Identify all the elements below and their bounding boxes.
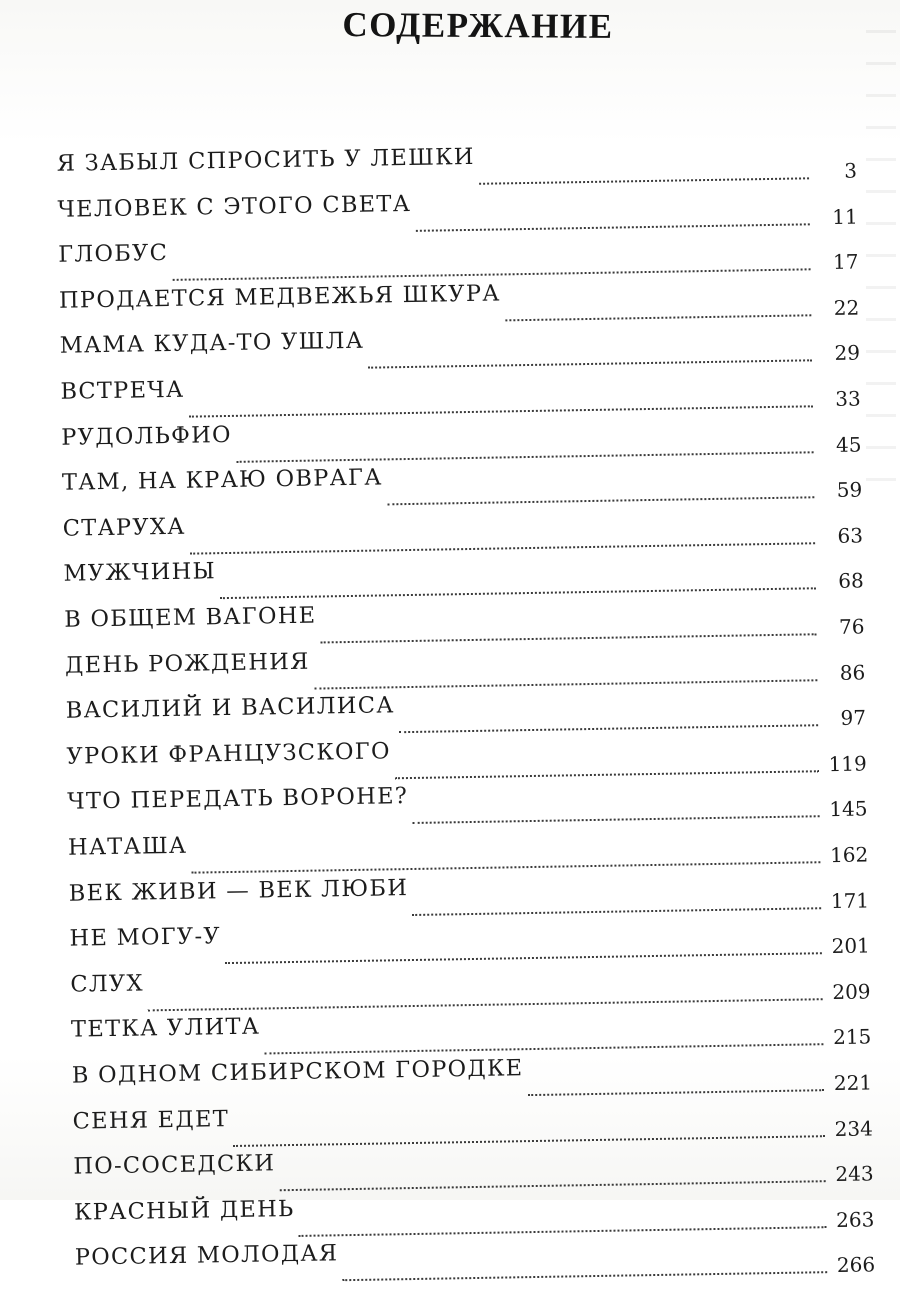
toc-entry-page-number: 11: [832, 204, 858, 229]
toc-entry-title: Я ЗАБЫЛ СПРОСИТЬ У ЛЕШКИ: [56, 143, 475, 177]
dot-leader: [342, 1272, 827, 1282]
toc-entry-title: ЧТО ПЕРЕДАТЬ ВОРОНЕ?: [67, 783, 409, 816]
toc-entry-title: КРАСНЫЙ ДЕНЬ: [73, 1195, 295, 1226]
toc-entry-title: СТАРУХА: [62, 513, 186, 542]
toc-entry-title: ПРОДАЕТСЯ МЕДВЕЖЬЯ ШКУРА: [58, 280, 501, 314]
toc-entry-page-number: 3: [844, 158, 858, 183]
toc-entry-title: В ОБЩЕМ ВАГОНЕ: [64, 602, 317, 633]
toc-entry-page-number: 86: [839, 660, 866, 685]
toc-entry-page-number: 29: [834, 340, 861, 366]
toc-entry-title: ЧЕЛОВЕК С ЭТОГО СВЕТА: [57, 190, 412, 223]
toc-entry-title: ТАМ, НА КРАЮ ОВРАГА: [61, 464, 383, 496]
toc-entry-page-number: 68: [838, 568, 864, 594]
toc-entry-page-number: 76: [838, 614, 865, 639]
toc-entry-page-number: 209: [832, 979, 871, 1004]
toc-entry-page-number: 234: [834, 1115, 874, 1141]
toc-entry-title: РУДОЛЬФИО: [61, 421, 232, 451]
toc-entry-title: ТЕТКА УЛИТА: [70, 1013, 261, 1044]
toc-entry-title: ВАСИЛИЙ И ВАСИЛИСА: [65, 692, 395, 724]
toc-entry-title: МАМА КУДА-ТО УШЛА: [59, 328, 365, 360]
toc-entry-page-number: 201: [831, 933, 870, 959]
toc-entry-page-number: 171: [830, 888, 870, 913]
toc-entry-title: ПО-СОСЕДСКИ: [73, 1150, 276, 1180]
toc-entry-title: В ОДНОМ СИБИРСКОМ ГОРОДКЕ: [71, 1055, 524, 1089]
toc-entry-title: ДЕНЬ РОЖДЕНИЯ: [64, 648, 310, 679]
toc-entry-page-number: 63: [837, 523, 864, 548]
toc-entry-page-number: 145: [829, 796, 868, 822]
toc-entry-title: СЛУХ: [70, 970, 145, 998]
toc-entry-page-number: 215: [832, 1024, 872, 1050]
toc-entry-page-number: 22: [833, 295, 860, 320]
toc-entry-title: СЕНЯ ЕДЕТ: [72, 1105, 230, 1135]
toc-entry-page-number: 33: [835, 386, 861, 411]
toc-entry-title: УРОКИ ФРАНЦУЗСКОГО: [66, 738, 391, 770]
toc-entry-page-number: 119: [828, 751, 867, 776]
toc-entry-page-number: 263: [835, 1207, 875, 1232]
toc-entry-title: МУЖЧИНЫ: [63, 558, 217, 588]
toc-entry-page-number: 59: [836, 477, 863, 503]
toc-entry-page-number: 243: [835, 1161, 874, 1187]
toc-entry-page-number: 45: [835, 432, 862, 457]
toc-entry-page-number: 266: [836, 1252, 876, 1278]
toc-entry-title: ВЕК ЖИВИ — ВЕК ЛЮБИ: [68, 874, 409, 907]
toc-entry-page-number: 221: [833, 1070, 873, 1096]
page-title: СОДЕРЖАНИЕ: [342, 5, 614, 46]
toc-entry-page-number: 97: [840, 705, 867, 731]
toc-entry-title: РОССИЯ МОЛОДАЯ: [74, 1240, 339, 1272]
toc-entry-title: НАТАША: [67, 832, 188, 861]
toc-entry-page-number: 17: [832, 249, 859, 275]
toc-entry-title: ВСТРЕЧА: [60, 376, 185, 405]
toc-entry-page-number: 162: [829, 842, 869, 868]
toc-entry-title: ГЛОБУС: [58, 240, 169, 268]
toc-entry-title: НЕ МОГУ-У: [69, 923, 222, 952]
